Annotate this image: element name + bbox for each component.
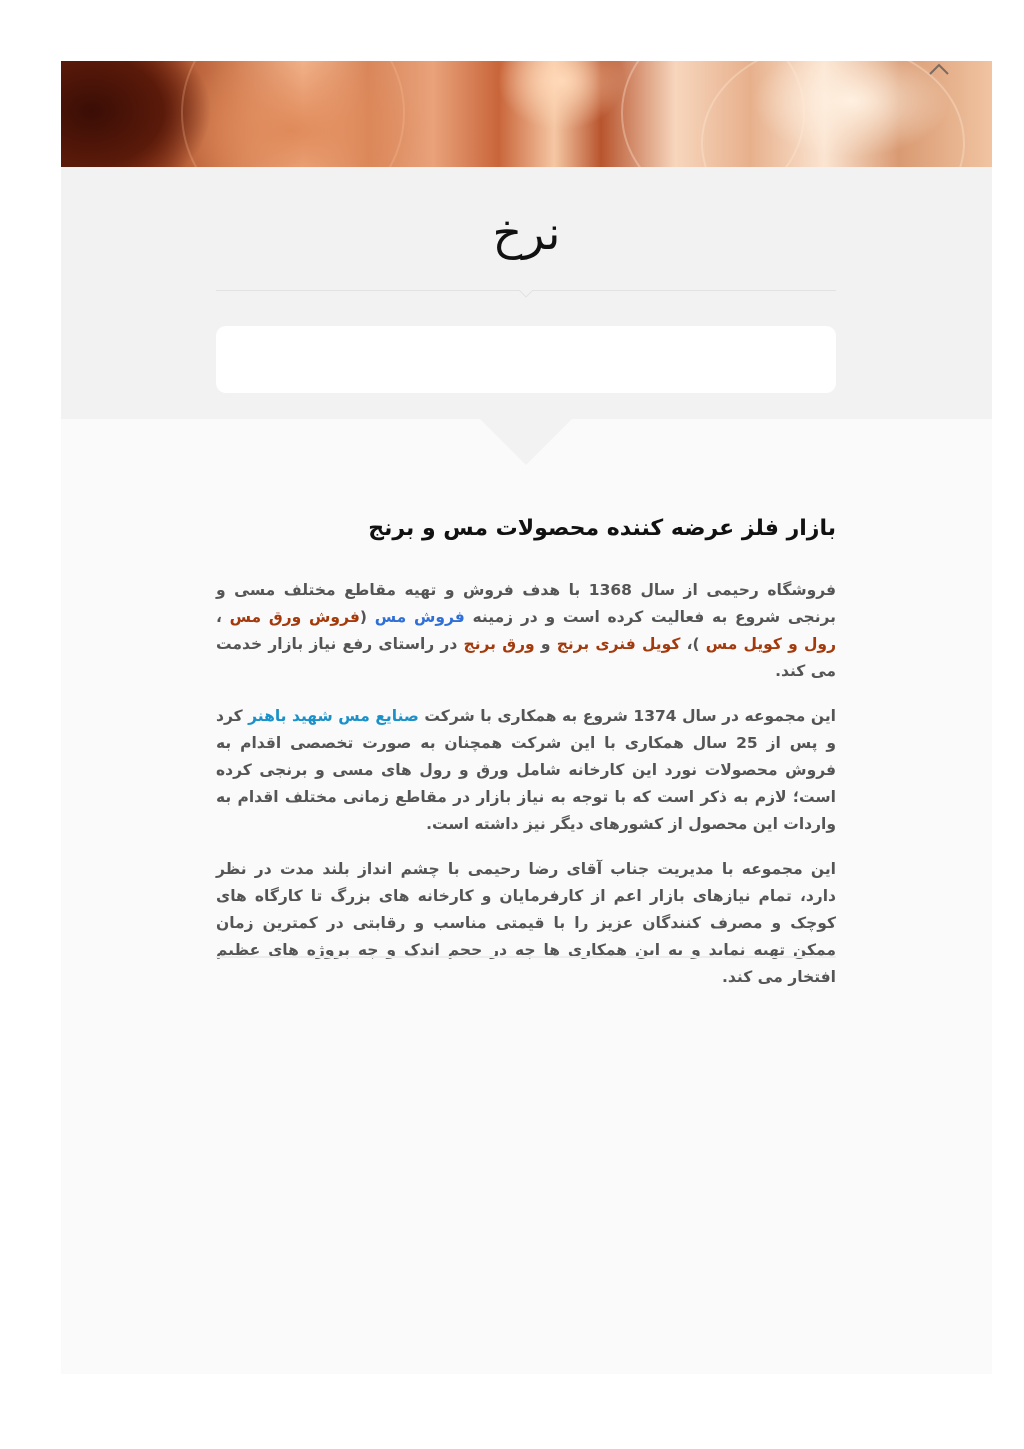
- article-paragraph-3: این مجموعه با مدیریت جناب آقای رضا رحیمی با چشم انداز بلند مدت در نظر دارد، تمام نیازهای بازار اعم از کارفرمایان و کارخانه های بزرگ تا کارگاه های کوچک و مصرف کنندگان عزیز را با قیمتی مناسب و رقابتی در کمترین زمان ممکن تهیه نماید و به این همکاری ها چه در حجم اندک و چه پروژه های عظیم افتخار می کند.: [216, 860, 836, 986]
- copper-roll-ring: [181, 61, 405, 167]
- about-article: [216, 509, 836, 1009]
- paragraph-text: (: [359, 608, 375, 626]
- link-copper-sales[interactable]: فروش مس: [374, 608, 465, 626]
- header-band-notch: [480, 419, 572, 465]
- paragraph-text: )،: [680, 635, 706, 653]
- paragraph-text: ،: [216, 608, 230, 626]
- page-frame: [61, 61, 992, 1374]
- link-shahid-bahonar-copper[interactable]: صنایع مس شهید باهنر: [248, 707, 419, 725]
- article-heading: بازار فلز عرضه کننده محصولات مس و برنج: [368, 516, 836, 541]
- chevron-up-icon: [928, 61, 950, 81]
- paragraph-text: و: [534, 635, 557, 653]
- hero-banner-copper-rolls: [61, 61, 992, 167]
- scroll-to-top-button[interactable]: [928, 61, 950, 81]
- copper-roll-ring: [701, 61, 965, 167]
- article-paragraph-1: [216, 577, 836, 685]
- paragraph-text: در راستای رفع نیاز بازار خدمت می کند.: [216, 635, 836, 680]
- title-divider-notch: [519, 290, 533, 298]
- link-brass-spring-coil[interactable]: کویل فنری برنج: [556, 635, 681, 653]
- page-title: نرخ: [492, 206, 561, 260]
- paragraph-text: این مجموعه در سال 1374 شروع به همکاری با شرکت: [418, 707, 836, 725]
- link-copper-roll-coil[interactable]: رول و کویل مس: [705, 635, 836, 653]
- paragraph-text: کرد و پس از 25 سال همکاری با این شرکت همچنان به صورت تخصصی اقدام به فروش محصولات نورد این کارخانه شامل ورق و رول های مسی و برنجی کرده است؛ لازم به ذکر است که با توجه به نیاز بازار در مقاطع زمانی مختلف اقدام به واردات این محصول از کشورهای دیگر نیز داشته است.: [216, 707, 836, 833]
- link-copper-sheet-sales[interactable]: فروش ورق مس: [229, 608, 360, 626]
- article-divider: [216, 956, 836, 958]
- search-input[interactable]: [216, 326, 836, 393]
- paragraph-text: فروشگاه رحیمی از سال 1368 با هدف فروش و تهیه مقاطع مختلف مسی و برنجی شروع به فعالیت کرده است و در زمینه: [216, 581, 837, 626]
- link-brass-sheet[interactable]: ورق برنج: [463, 635, 535, 653]
- article-paragraph-2: [216, 703, 836, 838]
